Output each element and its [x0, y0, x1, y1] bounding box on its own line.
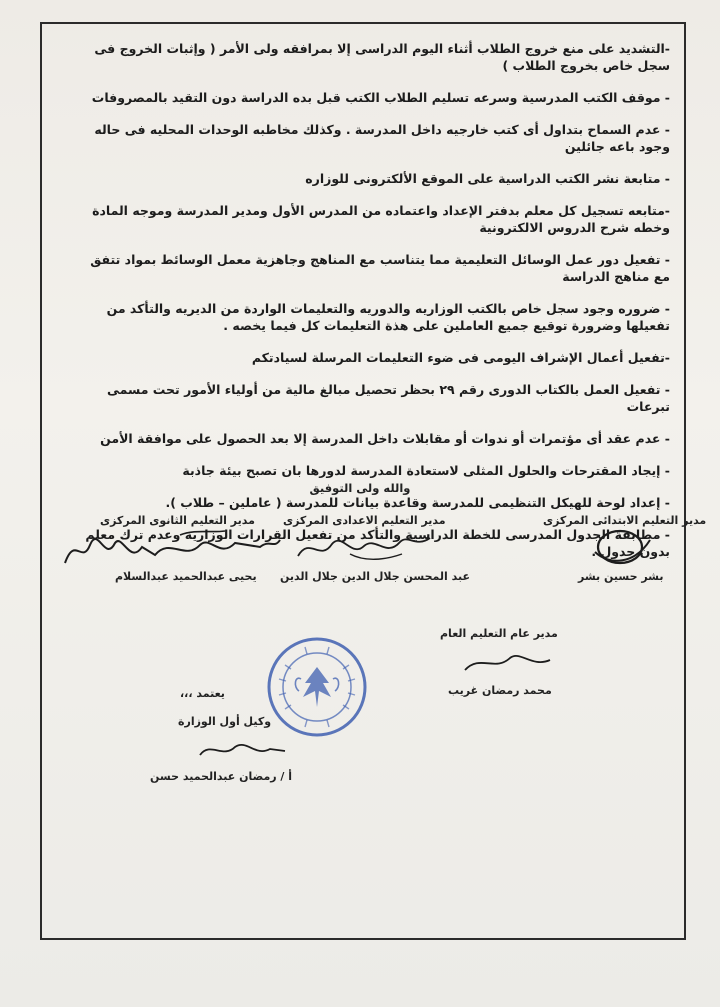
list-item: - تفعيل دور عمل الوسائل التعليمية مما يتناسب مع المناهج وجاهزية معمل الوسائط بمواد تتفق مع مناهج الدراسة [90, 252, 670, 284]
deputy-minister-signature [195, 735, 295, 765]
deputy-minister-name: أ / رمضان عبدالحميد حسن [150, 770, 293, 783]
general-director-signature [460, 648, 555, 678]
preparatory-signature [290, 528, 435, 568]
deputy-minister-title: وكيل أول الوزارة [178, 715, 272, 728]
list-item: - إيجاد المقترحات والحلول المثلى لاستعادة المدرسة لدورها بان تصبح بيئة جاذبة [182, 463, 670, 478]
general-director-title: مدير عام التعليم العام [440, 627, 558, 640]
list-item: - عدم عقد أى مؤتمرات أو ندوات أو مقابلات داخل المدرسة إلا بعد الحصول على موافقة الأمن [100, 431, 670, 446]
preparatory-director-title: مدير التعليم الاعدادى المركزى [283, 514, 446, 527]
secondary-signature [60, 525, 285, 575]
primary-director-name: بشر حسين بشر [578, 570, 664, 583]
list-item: - مطابقة الجدول المدرسى للخطة الدراسية والتأكد من تفعيل القرارات الوزارية وعدم ترك معلم بدون جدول . [85, 527, 670, 559]
list-item: - عدم السماح بتداول أى كتب خارجيه داخل المدرسة . وكذلك مخاطبه الوحدات المحليه فى حاله وجود باعه جائلين [94, 122, 670, 154]
general-director-name: محمد رمضان غريب [448, 684, 552, 697]
list-item: -متابعه تسجيل كل معلم بدفتر الإعداد واعتماده من المدرس الأول ومدير المدرسة وموجه المادة وخطه شرح الدروس الالكترونية [92, 203, 670, 235]
approval-label: يعتمد ،،، [180, 687, 225, 700]
list-item: - إعداد لوحة للهيكل التنظيمى للمدرسة وقاعدة بيانات للمدرسة ( عاملين – طلاب ). [165, 495, 670, 510]
primary-director-title: مدير التعليم الابتدائى المركزى [543, 514, 707, 527]
list-item: - ضروره وجود سجل خاص بالكتب الوزاريه والدوريه والتعليمات الواردة من الديريه والتأكد من تفعيلها وضرورة توقيع جميع العاملين على هذة التعليمات كل فيما يخصه . [106, 301, 670, 333]
list-item: - موقف الكتب المدرسية وسرعه تسليم الطلاب الكتب قبل بده الدراسة دون التقيد بالمصروفات [91, 90, 670, 105]
list-item: - تفعيل العمل بالكتاب الدورى رقم ٢٩ بحظر تحصيل مبالغ مالية من أولياء الأمور تحت مسمى تبرعات [106, 382, 670, 414]
primary-signature [585, 522, 660, 572]
list-item: -التشديد على منع خروج الطلاب أثناء اليوم الدراسى إلا بمرافقه ولى الأمر ( وإثبات الخروج فى سجل خاص بخروج الطلاب ) [94, 41, 670, 73]
preparatory-director-name: عبد المحسن جلال الدين جلال الدين [280, 570, 471, 583]
secondary-director-title: مدير التعليم الثانوى المركزى [100, 514, 255, 527]
secondary-director-name: يحيى عبدالحميد عبدالسلام [115, 570, 257, 583]
list-item: - متابعة نشر الكتب الدراسية على الموقع الألكترونى للوزاره [305, 171, 670, 186]
closing-line: والله ولى التوفيق [309, 481, 411, 495]
official-seal-stamp [265, 635, 370, 740]
list-item: -تفعيل أعمال الإشراف اليومى فى ضوء التعليمات المرسلة لسيادتكم [251, 350, 670, 365]
